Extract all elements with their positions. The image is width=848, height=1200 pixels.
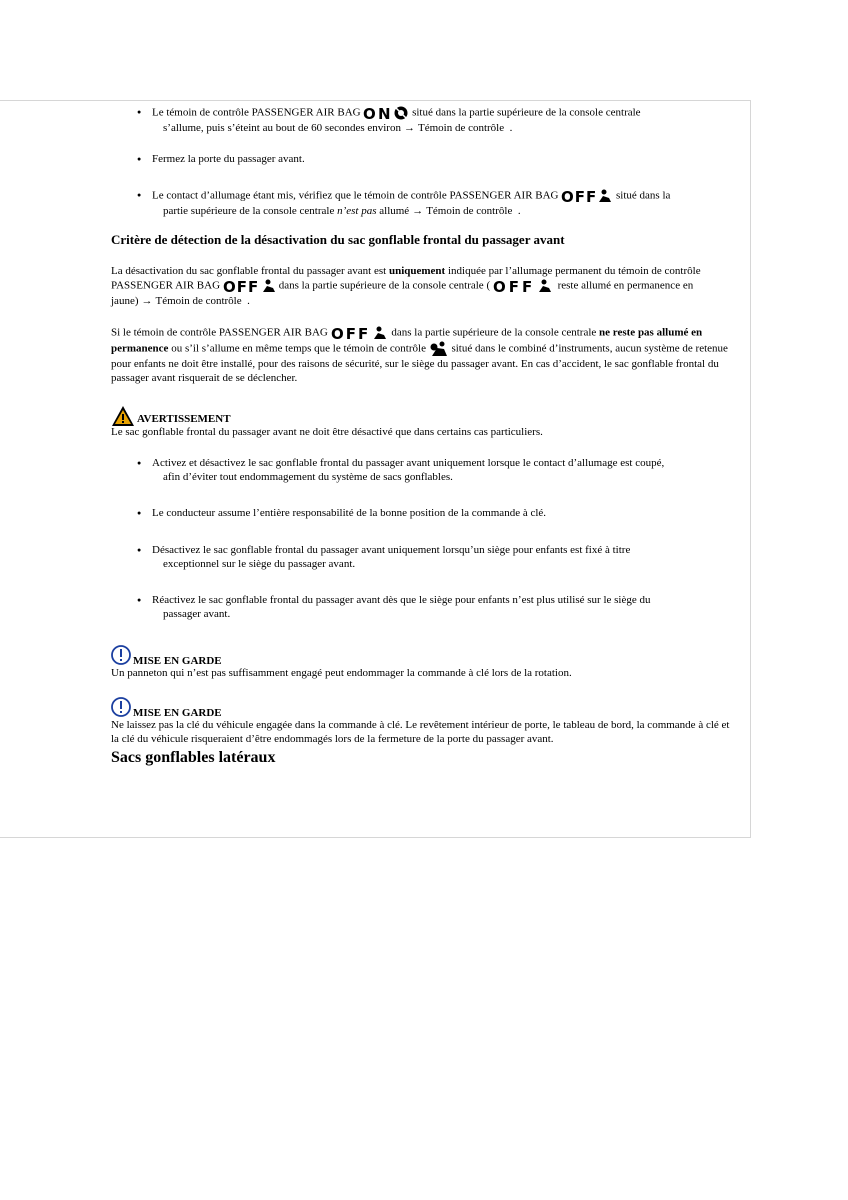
bullet-text: Réactivez le sac gonflable frontal du passager avant dès que le siège pour enfants n’est plus utilisé sur le siège du [152,594,651,606]
section-heading: Critère de détection de la désactivation du sac gonflable frontal du passager avant [111,232,565,247]
caution-header [111,702,731,720]
punct: . [509,122,513,134]
list-item [111,456,731,484]
bullet-text: Le contact d’allumage étant mis, vérifiez que le témoin de contrôle PASSENGER AIR BAG [152,189,559,202]
para-text: situé dans le combiné d’instruments, aucun système de retenue pour enfants ne doit être installé, pour des raisons de sécurité, sur le siège du passager avant. En cas d’accident, le sac gonflable frontal du passager avant risquerait de se déclencher. [111,342,728,384]
off-airbag-indicator-icon [223,278,279,294]
bullet-text: Fermez la porte du passager avant. [152,153,305,165]
bullet-text: Le conducteur assume l’entière responsabilité de la bonne position de la commande à clé. [152,507,547,519]
on-airbag-indicator-icon [363,105,409,121]
list-item [111,593,731,621]
list-item [111,188,731,218]
list-item [111,543,731,571]
arrow-icon: → [141,295,153,307]
off-airbag-indicator-icon [561,188,613,204]
list-item [111,105,731,135]
warning-block [111,409,731,621]
para-text: La désactivation du sac gonflable frontal du passager avant est [111,265,387,277]
off-airbag-indicator-icon [493,278,555,294]
bold-text: ne reste pas allumé en permanence [111,326,703,355]
bullet-text: situé dans la partie supérieure de la console centrale [412,106,641,119]
bullet-text: s’allume, puis s’éteint au bout de 60 secondes environ [163,122,401,134]
temoin-link[interactable]: Témoin de contrôle [417,122,505,134]
para-text: dans la partie supérieure de la console centrale [391,326,597,339]
svg-text:OFF: OFF [561,188,598,204]
bullet-continuation: passager avant. [163,608,231,620]
bullet-text: partie supérieure de la console centrale [163,205,335,217]
bullet-text: situé dans la [616,189,671,202]
caution-title: MISE EN GARDE [133,707,222,719]
bullet-text: Activez et désactivez le sac gonflable frontal du passager avant uniquement lorsque le contact d’allumage est coupé, [152,457,665,469]
svg-text:OFF: OFF [222,278,260,294]
caution-block [111,702,731,746]
bullet-text: Désactivez le sac gonflable frontal du passager avant uniquement lorsqu’un siège pour enfants est fixé à titre [152,544,631,556]
para-text: dans la partie supérieure de la console centrale ( [278,279,491,292]
caution-header [111,650,731,668]
warning-title: AVERTISSEMENT [137,413,231,425]
bold-text: uniquement [388,265,446,277]
warning-header [111,409,731,429]
temoin-link[interactable]: Témoin de contrôle [426,205,513,217]
bullet-text: allumé [379,205,410,217]
svg-text:OFF: OFF [492,278,536,294]
list-item [111,152,731,166]
svg-text:O: O [363,105,377,121]
caution-text: Ne laissez pas la clé du véhicule engagée dans la commande à clé. Le revêtement intérieur de porte, le tableau de bord, la commande à clé et la clé du véhicule risqueraient d’être endommagés lors de la fermeture de la porte du passager avant. [111,719,730,745]
punct: . [247,295,250,307]
airbag-warning-lamp-icon [429,341,449,357]
para-text: reste allumé en permanence en jaune) [111,279,694,307]
svg-text:OFF: OFF [330,325,370,341]
section-heading: Sacs gonflables latéraux [111,749,276,766]
warning-text: Le sac gonflable frontal du passager avant ne doit être désactivé que dans certains cas particuliers. [111,426,543,438]
bullet-continuation: exceptionnel sur le siège du passager avant. [163,558,356,570]
arrow-icon: → [403,122,415,134]
list-item [111,506,731,520]
paragraph [111,264,731,308]
svg-text:N: N [378,105,391,121]
document-content [111,105,731,765]
off-airbag-indicator-icon [331,325,389,341]
punct: . [517,205,521,217]
para-text: indiquée par l’allumage permanent du témoin de contrôle PASSENGER AIR BAG [111,265,701,292]
emphasis-text: n’est pas [337,205,377,217]
para-text: ou s’il s’allume en même temps que le témoin de contrôle [171,342,426,355]
bullet-continuation: afin d’éviter tout endommagement du système de sacs gonflables. [163,471,453,483]
para-text: Si le témoin de contrôle PASSENGER AIR BAG [111,326,328,339]
caution-block [111,650,731,680]
arrow-icon: → [412,205,424,217]
caution-circle-icon [110,644,132,666]
temoin-link[interactable]: Témoin de contrôle [155,295,242,307]
warning-triangle-icon [111,405,135,427]
bullet-continuation [152,204,731,218]
bullet-continuation [152,121,731,135]
caution-circle-icon [110,696,132,718]
bullet-text: Le témoin de contrôle PASSENGER AIR BAG [152,106,361,119]
caution-title: MISE EN GARDE [133,655,222,667]
paragraph [111,325,731,385]
caution-text: Un panneton qui n’est pas suffisamment engagé peut endommager la commande à clé lors de la rotation. [111,667,572,679]
